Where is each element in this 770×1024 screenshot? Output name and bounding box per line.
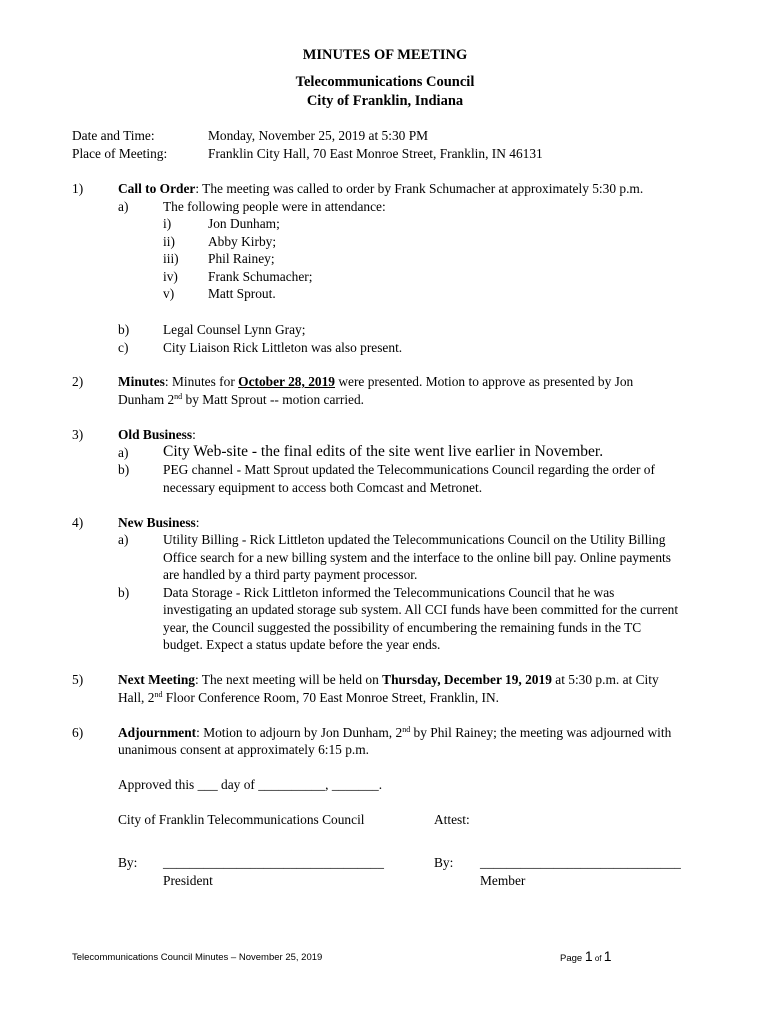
section-2-line-1	[118, 374, 633, 390]
section-3-number: 3)	[72, 427, 84, 442]
section-1-text: : The meeting was called to order by Frank Schumacher at approximately 5:30 p.m.	[195, 181, 644, 196]
section-1c-text: City Liaison Rick Littleton was also present.	[163, 340, 403, 355]
section-6-text: : Motion to adjourn by Jon Dunham, 2	[196, 725, 403, 740]
section-4a-number: a)	[118, 532, 129, 547]
section-6-text: by Phil Rainey; the meeting was adjourned with	[410, 725, 672, 740]
section-5-text: at 5:30 p.m. at City	[551, 672, 659, 687]
city-name: City of Franklin, Indiana	[306, 93, 464, 109]
next-meeting-date: Thursday, December 19, 2019	[382, 672, 552, 687]
section-1c-number: c)	[118, 340, 129, 355]
attest-label: Attest:	[434, 812, 470, 827]
section-1b-text: Legal Counsel Lynn Gray;	[163, 322, 306, 337]
attendee-name: Matt Sprout.	[208, 286, 276, 301]
section-5-text: : The next meeting will be held on	[194, 672, 383, 687]
section-1-number: 1)	[72, 181, 84, 196]
attendee-number: ii)	[163, 234, 175, 249]
section-2-text: by Matt Sprout -- motion carried.	[182, 392, 365, 407]
section-1-line	[118, 181, 643, 197]
by-label-member: By:	[434, 855, 454, 870]
date-label: Date and Time:	[72, 128, 155, 143]
president-signature-line: _________________________________	[163, 855, 384, 870]
attendee-name: Jon Dunham;	[208, 216, 280, 231]
section-1-heading: Call to Order	[118, 181, 196, 196]
section-3a-text: City Web-site - the final edits of the site went live earlier in November.	[163, 443, 604, 460]
section-6-line-2: unanimous consent at approximately 6:15 p.m.	[118, 742, 370, 757]
section-5-heading: Next Meeting	[118, 672, 195, 687]
member-label: Member	[480, 873, 526, 888]
section-6-line-1	[118, 725, 671, 741]
section-4b-number: b)	[118, 585, 130, 600]
section-2-text: were presented. Motion to approve as presented by Jon	[334, 374, 634, 389]
section-1a-text: The following people were in attendance:	[163, 199, 386, 214]
member-signature-line: ______________________________	[480, 855, 681, 870]
section-1a-number: a)	[118, 199, 129, 214]
section-5-line-2	[118, 690, 499, 706]
section-5-text: Hall, 2	[118, 690, 155, 705]
section-3-colon: :	[192, 427, 196, 442]
section-4b-line: Data Storage - Rick Littleton informed the Telecommunications Council that he was	[163, 585, 615, 600]
ordinal-suffix: nd	[154, 690, 163, 699]
attendee-name: Phil Rainey;	[208, 251, 275, 266]
attendee-name: Abby Kirby;	[208, 234, 277, 249]
section-5-text: Floor Conference Room, 70 East Monroe Street, Franklin, IN.	[162, 690, 500, 705]
section-3-line	[118, 427, 196, 443]
section-3-heading: Old Business	[118, 427, 193, 442]
place-value: Franklin City Hall, 70 East Monroe Street, Franklin, IN 46131	[208, 146, 543, 161]
section-4-colon: :	[195, 515, 200, 530]
attendee-number: iv)	[163, 269, 178, 284]
page-current: 1	[584, 948, 593, 964]
attendee-number: i)	[163, 216, 172, 231]
attendee-number: iii)	[163, 251, 179, 266]
section-2-line-2	[118, 392, 364, 408]
approval-line: Approved this ___ day of __________, _______.	[118, 777, 383, 792]
by-label-president: By:	[118, 855, 138, 870]
section-3b-line-2: necessary equipment to access both Comcast and Metronet.	[163, 480, 483, 495]
date-value: Monday, November 25, 2019 at 5:30 PM	[208, 128, 429, 143]
section-1b-number: b)	[118, 322, 130, 337]
page-label: Page	[560, 953, 585, 964]
ordinal-suffix: nd	[402, 725, 411, 734]
place-label: Place of Meeting:	[72, 146, 168, 161]
section-5-line-1	[118, 672, 659, 688]
section-5-number: 5)	[72, 672, 84, 687]
section-3b-number: b)	[118, 462, 130, 477]
section-2-text: Dunham 2	[118, 392, 175, 407]
section-2-heading: Minutes	[118, 374, 165, 389]
document-title: MINUTES OF MEETING	[302, 47, 468, 63]
section-4a-line: Office search for a new billing system and the interface to the online bill pay. Online payments	[163, 550, 671, 565]
attendee-number: v)	[163, 286, 175, 301]
section-4a-line: Utility Billing - Rick Littleton updated the Telecommunications Council on the Utility Billing	[163, 532, 666, 547]
section-4-number: 4)	[72, 515, 84, 530]
ordinal-suffix: nd	[174, 392, 183, 401]
section-2-number: 2)	[72, 374, 84, 389]
minutes-date: October 28, 2019	[238, 374, 335, 389]
section-4-line	[118, 515, 200, 531]
section-4a-line: are handled by a third party payment processor.	[163, 567, 418, 582]
page-number	[560, 948, 612, 964]
president-label: President	[163, 873, 213, 888]
section-2-text: : Minutes for	[164, 374, 239, 389]
page-of: of	[592, 954, 604, 963]
footer-title: Telecommunications Council Minutes – November 25, 2019	[72, 952, 323, 963]
council-name: Telecommunications Council	[295, 74, 475, 90]
section-3a-number: a)	[118, 445, 129, 460]
section-4-heading: New Business	[118, 515, 196, 530]
attendee-name: Frank Schumacher;	[208, 269, 313, 284]
section-6-number: 6)	[72, 725, 84, 740]
council-signature-label: City of Franklin Telecommunications Council	[118, 812, 365, 827]
section-6-heading: Adjournment	[118, 725, 197, 740]
section-4b-line: budget. Expect a status update before the year ends.	[163, 637, 441, 652]
page-total: 1	[603, 948, 612, 964]
section-4b-line: year, the Council suggested the possibility of encumbering the remaining funds in the TC	[163, 620, 642, 635]
section-4b-line: investigating an updated storage sub system. All CCI funds have been committed for the current	[163, 602, 679, 617]
section-3b-line-1: PEG channel - Matt Sprout updated the Telecommunications Council regarding the order of	[163, 462, 655, 477]
